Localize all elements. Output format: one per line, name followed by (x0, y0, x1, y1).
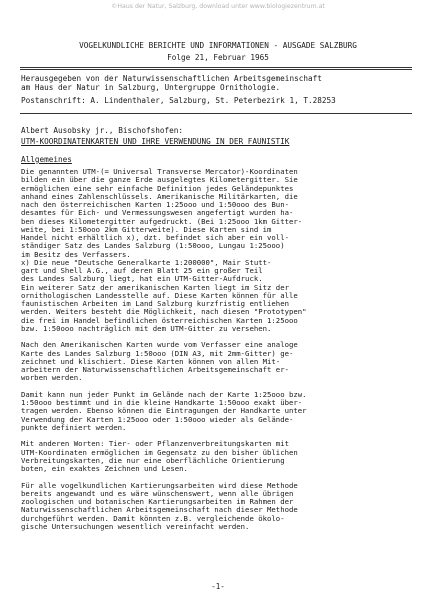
body-line: zoologischen und botanischen Kartierungsarbeiten im Rahmen der (21, 497, 294, 506)
body-line: Nach den Amerikanischen Karten wurde vom Verfasser eine analoge (21, 340, 298, 350)
body-line: zeichnet und klischiert. Diese Karten können von allen Mit- (21, 356, 281, 366)
body-line: worben werden. (21, 373, 83, 383)
header-rule-top-double (20, 69, 412, 70)
body-line: bilden ein über die ganze Erde ausgelegtes Kilometergitter. Sie (21, 175, 298, 185)
body-line: Verbreitungskarten, die nur eine oberflächliche Orientierung (21, 455, 285, 465)
body-line: ben dieses Kilometergitter aufgedruckt. (Bei 1:25ooo 1km Gitter- (21, 216, 303, 226)
body-line: Für alle vogelkundlichen Kartierungsarbeiten wird diese Methode (21, 480, 298, 490)
issue-line: Folge 21, Februar 1965 (167, 53, 269, 62)
publisher-line-1: Herausgegeben von der Naturwissenschaftlichen Arbeitsgemeinschaft (21, 74, 322, 83)
body-line: Die genannten UTM-(= Universal Transverse Mercator)-Koordinaten (21, 167, 298, 176)
body-line: gart und Shell A.G., auf deren Blatt 25 ein großer Teil (21, 266, 263, 275)
body-line: bzw. 1:50ooo nachträglich mit dem UTM-Gitter zu versehen. (21, 323, 272, 333)
body-line: UTM-Koordinaten ermöglichen im Gegensatz zu den bisher üblichen (21, 447, 298, 457)
body-line: des Landes Salzburg liegt, hat ein UTM-Gitter-Aufdruck. (21, 274, 263, 284)
body-line: Handel nicht erhältlich x), dzt. befindet sich aber ein voll- (21, 233, 289, 242)
watermark: ©Haus der Natur, Salzburg, download unter www.biologiezentrum.at (111, 3, 325, 10)
series-title: VOGELKUNDLICHE BERICHTE UND INFORMATIONEN - AUSGADE SALZBURG (79, 41, 357, 50)
body-line: x) Die neue "Deutsche Generalkarte 1:200000", Mair Stutt- (21, 257, 272, 267)
body-line: Karte des Landes Salzburg 1:50ooo (DIN A3, mit 2mm-Gitter) ge- (21, 348, 294, 358)
body-line: ornithologischen Landesstelle auf. Diese Karten können für alle (21, 290, 298, 300)
body-line: im Besitz des Verfassers. (21, 249, 131, 259)
body-line: arbeitern der Naturwissenschaftlichen Arbeitsgemeinschaft er- (21, 365, 289, 374)
body-line: boten, ein exaktes Zeichnen und Lesen. (21, 464, 188, 473)
article-author: Albert Ausobsky jr., Bischofshofen: (21, 126, 183, 135)
body-line: faunistischen Arbeiten im Land Salzburg kurzfristig entliehen (21, 299, 289, 308)
body-line: desamtes für Eich- und Vermessungswesen angefertigt wurden ha- (21, 208, 294, 218)
body-line: werden. Weiters besteht die Möglichkeit, nach diesen "Prototypen" (21, 307, 307, 317)
body-line: tragen werden. Ebenso können die Eintragungen der Handkarte unter (21, 406, 307, 416)
body-line: ständiger Satz des Landes Salzburg (1:50ooo, Lungau 1:25ooo) (21, 241, 285, 251)
section-heading: Allgemeines (21, 155, 72, 164)
body-line: gische Untersuchungen wesentlich vereinfacht werden. (21, 521, 250, 531)
body-line: ermöglichen eine sehr einfache Definition jedes Geländepunktes (21, 183, 294, 193)
header-rule-top (20, 67, 412, 68)
body-line: Ein weiterer Satz der amerikanischen Karten liegt im Sitz der (21, 282, 289, 292)
body-line: durchgeführt werden. Damit könnten z.B. vergleichende ökolo- (21, 513, 285, 523)
body-line: Mit anderen Worten: Tier- oder Pflanzenverbreitungskarten mit (21, 439, 289, 449)
body-line: weite, bei 1:50ooo 2km Gitterweite). Diese Karten sind im (21, 224, 272, 234)
body-line: die frei im Handel befindlichen österreichischen Karten 1:25ooo (21, 315, 298, 325)
article-title: UTM-KOORDINATENKARTEN UND IHRE VERWENDUNG IN DER FAUNISTIK (21, 137, 290, 146)
body-line: anhand eines Zahlenschlüssels. Amerikanische Militärkarten, die (21, 191, 298, 201)
body-line: Damit kann nun jeder Punkt im Gelände nach der Karte 1:25ooo bzw. (21, 389, 307, 399)
page-number: -1- (211, 582, 225, 591)
body-line: nach den österreichischen Karten 1:25ooo und 1:50ooo des Bun- (21, 200, 289, 209)
body-line: bereits angewandt und es wäre wünschenswert, wenn alle übrigen (21, 488, 294, 498)
postal-address: Postanschrift: A. Lindenthaler, Salzburg, St. Peterbezirk 1, T.28253 (21, 96, 336, 105)
publisher-line-2: am Haus der Natur in Salzburg, Untergruppe Ornithologie. (21, 83, 281, 92)
body-line: punkte definiert werden. (21, 422, 127, 432)
body-line: 1:50ooo bestimmt und in die kleine Handkarte 1:50ooo exakt über- (21, 398, 303, 407)
body-line: Verwendung der Karten 1:25ooo oder 1:50ooo wieder als Gelände- (21, 414, 294, 424)
header-rule-bottom (20, 113, 412, 114)
body-line: Naturwissenschaftlichen Arbeitsgemeinschaft nach dieser Methode (21, 505, 298, 515)
